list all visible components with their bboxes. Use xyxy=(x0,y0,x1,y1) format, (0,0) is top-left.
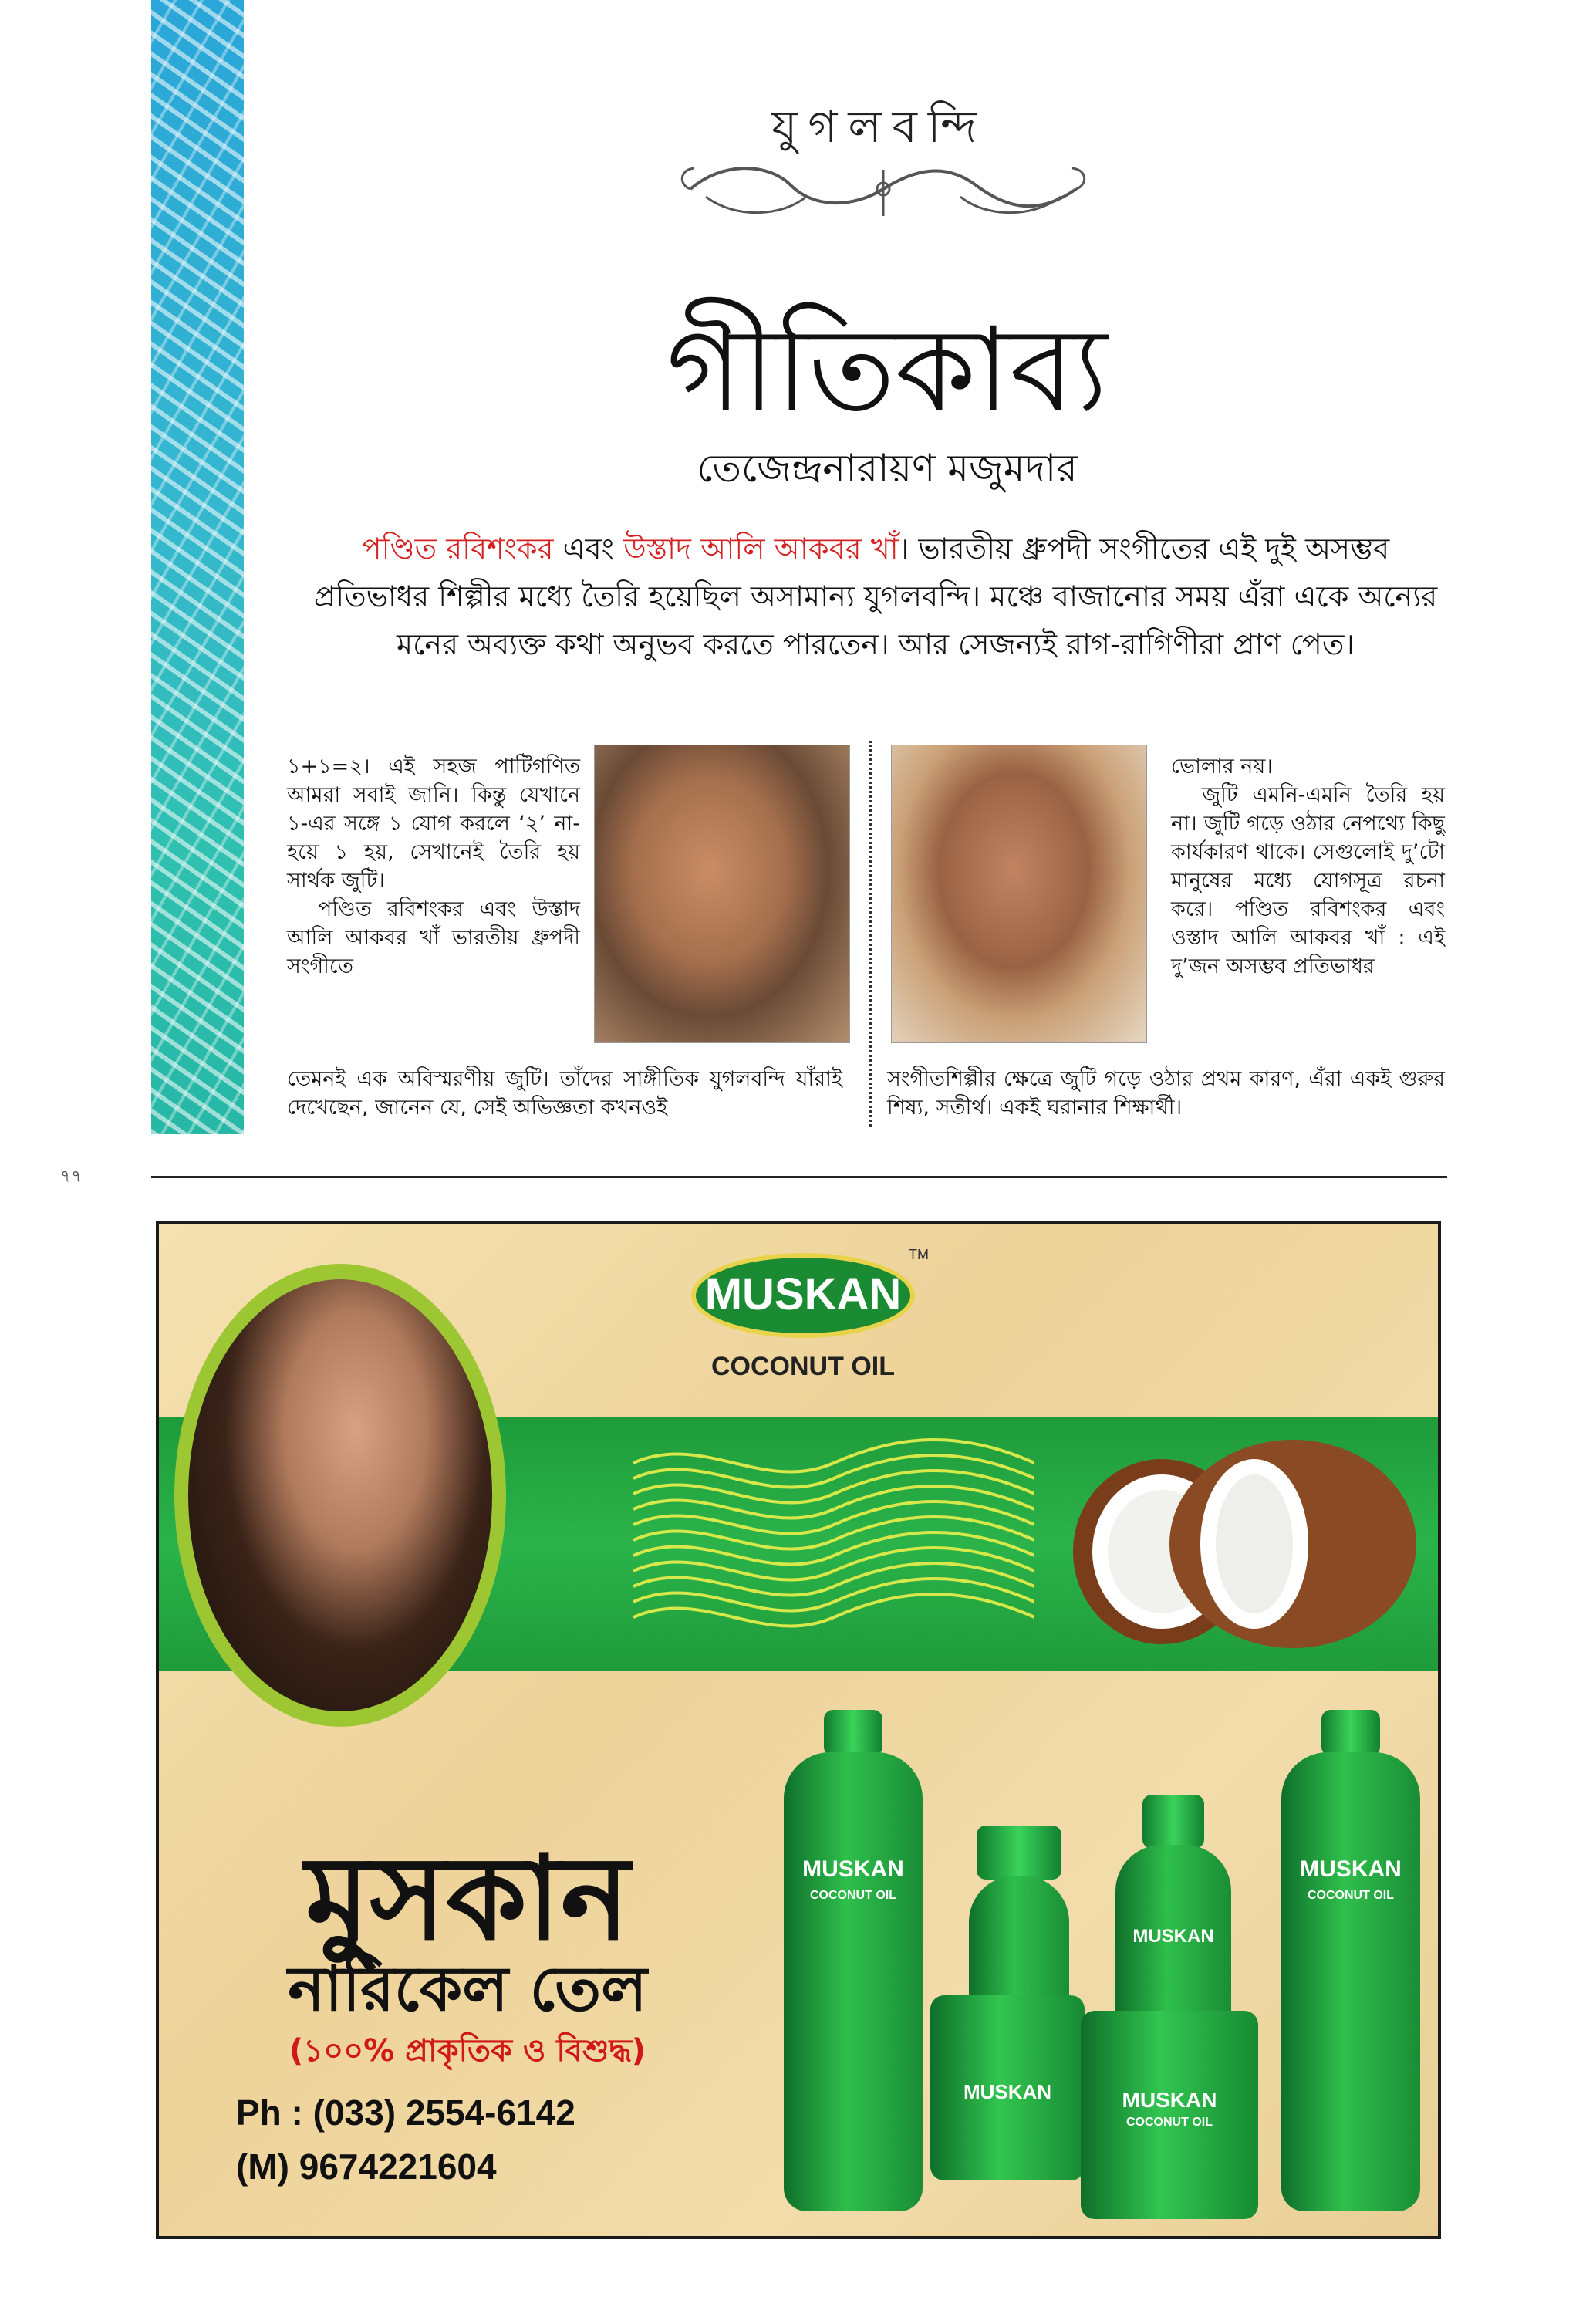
trademark-mark: TM xyxy=(909,1247,929,1262)
body-paragraph: জুটি এমনি-এমনি তৈরি হয় না। জুটি গড়ে ওঠার নেপথ্যে কিছু কার্যকারণ থাকে। সেগুলোই দু’টো মানুষের মধ্যে যোগসূত্র রচনা করে। পণ্ডিত রবিশংকর এবং ওস্তাদ আলি আকবর খাঁ : এই দু’জন অসম্ভব প্রতিভাধর xyxy=(1171,783,1445,978)
body-paragraph-right-continued: সংগীতশিল্পীর ক্ষেত্রে জুটি গড়ে ওঠার প্রথম কারণ, এঁরা একই গুরুর শিষ্য, সতীর্থ। একই ঘরানার শিক্ষার্থী। xyxy=(887,1067,1445,1120)
jar-right xyxy=(1081,2011,1258,2219)
body-column-right xyxy=(1171,752,1445,981)
body-column-left xyxy=(287,752,580,981)
author-byline: তেজেন্দ্রনারায়ণ মজুমদার xyxy=(697,446,1078,491)
intro-connector: এবং xyxy=(553,532,624,566)
bottle-large-right xyxy=(1281,1710,1420,2211)
product-name-bengali: মুসকান xyxy=(305,1832,630,1966)
ornamental-flourish xyxy=(675,154,1092,224)
intro-rest: । ভারতীয় ধ্রুপদী সংগীতের এই দুই অসম্ভব প্রতিভাধর শিল্পীর মধ্যে তৈরি হয়েছিল অসামান্য যুগলবন্দি। মঞ্চে বাজানোর সময় এঁরা একে অন্যের মনের অব্যক্ত কথা অনুভব করতে পারতেন। আর সেজন্যই রাগ-রাগিণীরা প্রাণ পেত। xyxy=(313,532,1438,661)
phone-number: Ph : (033) 2554-6142 xyxy=(236,2093,575,2133)
article-title: গীতিকাব্য xyxy=(666,303,1109,437)
horizontal-rule xyxy=(151,1176,1447,1178)
intro-name-2: উস্তাদ আলি আকবর খাঁ xyxy=(623,532,899,566)
jar-brand-label: MUSKAN xyxy=(963,2080,1052,2103)
bottle-large-left xyxy=(784,1710,923,2211)
mobile-number: (M) 9674221604 xyxy=(236,2147,497,2187)
brand-logo: MUSKAN xyxy=(691,1253,915,1338)
bottle-brand-label: MUSKAN xyxy=(1132,1926,1214,1947)
jar-body xyxy=(1081,2011,1258,2219)
bottle-sub-label: COCONUT OIL xyxy=(1308,1889,1394,1902)
portrait-photo-ali-akbar-khan xyxy=(594,745,850,1043)
intro-paragraph xyxy=(305,525,1446,668)
coconut-halves-graphic xyxy=(1046,1428,1432,1660)
wave-lines-graphic xyxy=(633,1432,1034,1664)
jar-sub-label: COCONUT OIL xyxy=(1126,2116,1213,2129)
brand-subtitle: COCONUT OIL xyxy=(711,1352,895,1381)
bottle-body xyxy=(784,1752,923,2211)
body-paragraph: ভোলার নয়। xyxy=(1171,755,1273,779)
decorative-floral-strip xyxy=(151,0,244,1134)
product-tagline: (১০০% প্রাকৃতিক ও বিশুদ্ধ) xyxy=(289,2033,646,2069)
model-photo xyxy=(188,1279,492,1711)
bottle-sub-label: COCONUT OIL xyxy=(810,1889,896,1902)
bottle-cap xyxy=(1142,1795,1204,1849)
body-paragraph-left-continued: তেমনই এক অবিস্মরণীয় জুটি। তাঁদের সাঙ্গীতিক যুগলবন্দি যাঁরাই দেখেছেন, জানেন যে, সেই অভিজ্ঞতা কখনওই xyxy=(287,1067,842,1120)
series-label: যুগলবন্দি xyxy=(771,100,988,153)
page-number: ৭৭ xyxy=(60,1167,83,1187)
jar-left xyxy=(930,1995,1085,2180)
advertisement-muskan-coconut-oil xyxy=(156,1221,1441,2239)
bottle-brand-label: MUSKAN xyxy=(802,1856,904,1882)
bottle-body xyxy=(1281,1752,1420,2211)
body-paragraph: ১+১=২। এই সহজ পাটিগণিত আমরা সবাই জানি। কিন্তু যেখানে ১-এর সঙ্গে ১ যোগ করলে ‘২’ না-হয়ে ১ হয়, সেখানেই তৈরি হয় সার্থক জুটি। xyxy=(287,755,580,893)
jar-brand-label: MUSKAN xyxy=(1122,2088,1217,2112)
bottle-small-right xyxy=(1115,1795,1231,2042)
product-type-bengali: নারিকেল তেল xyxy=(288,1953,647,2025)
body-paragraph: পণ্ডিত রবিশংকর এবং উস্তাদ আলি আকবর খাঁ ভারতীয় ধ্রুপদী সংগীতে xyxy=(287,897,580,978)
intro-name-1: পণ্ডিত রবিশংকর xyxy=(361,532,554,566)
bottle-cap xyxy=(977,1826,1061,1880)
column-divider xyxy=(869,741,872,1127)
bottle-cap xyxy=(824,1710,882,1756)
portrait-photo-ravi-shankar xyxy=(891,745,1147,1043)
bottle-cap xyxy=(1321,1710,1380,1756)
bottle-brand-label: MUSKAN xyxy=(1300,1856,1402,1882)
